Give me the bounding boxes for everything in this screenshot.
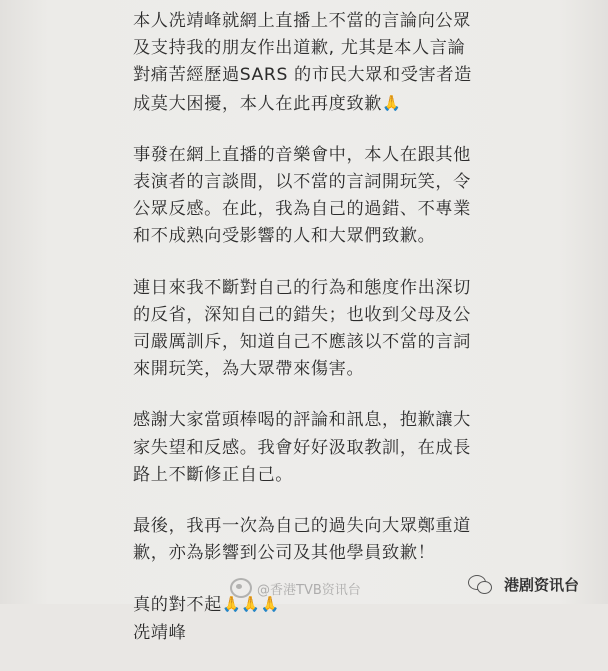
wechat-icon — [468, 575, 494, 595]
text-line: 的反省，深知自己的錯失；也收到父母及公 — [133, 304, 471, 325]
paragraph-4 — [133, 407, 473, 489]
signature: 冼靖峰 — [133, 622, 187, 643]
praying-hands-icon: 🙏🙏🙏 — [221, 595, 280, 614]
text-line-with-emoji — [133, 90, 473, 118]
text-line: 家失望和反感。我會好好汲取教訓，在成長 — [133, 437, 471, 458]
text-line: 公眾反感。在此，我為自己的過錯、不專業 — [133, 199, 471, 220]
text-line: 及支持我的朋友作出道歉, 尤其是本人言論 — [133, 38, 466, 59]
text-line: 來開玩笑，為大眾帶來傷害。 — [133, 359, 365, 380]
weibo-icon — [230, 578, 252, 598]
text-line: 感謝大家當頭棒喝的評論和訊息，抱歉讓大 — [133, 410, 471, 431]
paragraph-2 — [133, 142, 473, 251]
paragraph-1 — [133, 8, 473, 118]
text-line: 和不成熟向受影響的人和大眾們致歉。 — [133, 226, 436, 247]
paragraph-3 — [133, 275, 473, 384]
weibo-watermark-text: @香港TVB资讯台 — [257, 582, 361, 598]
praying-hands-icon: 🙏 — [382, 93, 402, 112]
text-line: 連日來我不斷對自己的行為和態度作出深切 — [133, 277, 471, 298]
wechat-watermark-text: 港剧资讯台 — [504, 576, 580, 594]
text-line: 最後，我再一次為自己的過失向大眾鄭重道 — [133, 516, 471, 537]
weibo-watermark — [230, 576, 361, 600]
apology-statement — [133, 8, 603, 671]
text-line: 本人冼靖峰就網上直播上不當的言論向公眾 — [133, 11, 471, 31]
text-line: 事發在網上直播的音樂會中，本人在跟其他 — [133, 144, 471, 165]
wechat-watermark — [468, 574, 579, 595]
text-line: 表演者的言談間，以不當的言詞開玩笑，令 — [133, 172, 471, 193]
text-line: 歉，亦為影響到公司及其他學員致歉！ — [133, 543, 436, 564]
text-line: 司嚴厲訓斥，知道自己不應該以不當的言詞 — [133, 332, 471, 353]
text-line: 成莫大困擾，本人在此再度致歉 — [133, 93, 383, 114]
text-line: 路上不斷修正自己。 — [133, 464, 294, 485]
sorry-text: 真的對不起 — [133, 595, 222, 616]
text-line: 對痛苦經歷過SARS 的市民大眾和受害者造 — [133, 65, 472, 86]
paragraph-5 — [133, 513, 473, 567]
